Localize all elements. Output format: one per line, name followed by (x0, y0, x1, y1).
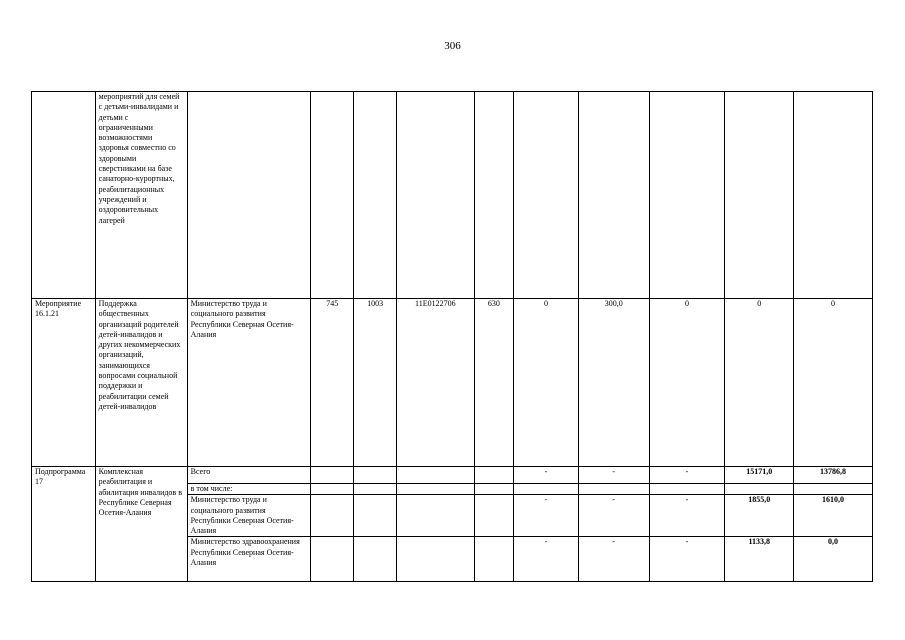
cell-value-4: 0 (725, 299, 794, 467)
cell-empty (396, 484, 474, 495)
cell-rzpr: 1003 (354, 299, 396, 467)
cell-value-2: 300,0 (578, 299, 649, 467)
cell-empty (794, 92, 873, 299)
cell-subprogram-code: Подпрограмма 17 (32, 467, 96, 582)
cell-empty (578, 484, 649, 495)
cell-value-1: 0 (514, 299, 579, 467)
cell-value-3: - (649, 495, 725, 537)
cell-value-5: 0 (794, 299, 873, 467)
cell-vr: 630 (474, 299, 513, 467)
cell-value-4: 15171,0 (725, 467, 794, 484)
cell-event-name: Поддержка общественных организаций родителей детей-инвалидов и других некоммерческих организаций, занимающихся вопросами социальной поддержки и реабилитации семей детей-инвалидов (95, 299, 187, 467)
cell-empty (310, 537, 353, 582)
cell-value-1: - (514, 495, 579, 537)
cell-executor: Всего (187, 467, 310, 484)
cell-executor: Министерство труда и социального развития Республики Северная Осетия-Алания (187, 495, 310, 537)
cell-executor: в том числе: (187, 484, 310, 495)
table-row-subprogram-total (32, 467, 873, 484)
cell-empty (474, 484, 513, 495)
cell-executor: Министерство здравоохранения Республики Северная Осетия-Алания (187, 537, 310, 582)
cell-value-3: 0 (649, 299, 725, 467)
cell-empty (794, 484, 873, 495)
cell-event-name: мероприятий для семей с детьми-инвалидами и детьми с ограниченными возможностями здоровья совместно со здоровыми сверстниками на базе санаторно-курортных, реабилитационных учреждений и оздоровительных лагерей (95, 92, 187, 299)
cell-empty (649, 92, 725, 299)
cell-empty (187, 92, 310, 299)
cell-value-5: 1610,0 (794, 495, 873, 537)
cell-value-1: - (514, 467, 579, 484)
cell-empty (354, 467, 396, 484)
cell-empty (396, 92, 474, 299)
cell-value-4: 1133,8 (725, 537, 794, 582)
cell-value-2: - (578, 467, 649, 484)
cell-empty (354, 92, 396, 299)
cell-code (32, 92, 96, 299)
cell-empty (354, 537, 396, 582)
cell-value-5: 13786,8 (794, 467, 873, 484)
cell-empty (725, 92, 794, 299)
cell-empty (474, 92, 513, 299)
cell-value-4: 1855,0 (725, 495, 794, 537)
cell-empty (396, 537, 474, 582)
cell-value-2: - (578, 537, 649, 582)
cell-value-5: 0,0 (794, 537, 873, 582)
cell-empty (474, 467, 513, 484)
page-number: 306 (444, 40, 461, 52)
cell-event-code: Мероприятие 16.1.21 (32, 299, 96, 467)
cell-value-3: - (649, 537, 725, 582)
cell-empty (396, 495, 474, 537)
cell-empty (310, 467, 353, 484)
budget-table (31, 91, 873, 582)
cell-empty (354, 495, 396, 537)
cell-empty (649, 484, 725, 495)
cell-grbs: 745 (310, 299, 353, 467)
cell-empty (725, 484, 794, 495)
cell-empty (396, 467, 474, 484)
cell-empty (354, 484, 396, 495)
cell-empty (474, 537, 513, 582)
cell-empty (578, 92, 649, 299)
cell-empty (310, 495, 353, 537)
cell-value-3: - (649, 467, 725, 484)
cell-executor: Министерство труда и социального развития Республики Северная Осетия-Алания (187, 299, 310, 467)
cell-value-2: - (578, 495, 649, 537)
table-row-continuation (32, 92, 873, 299)
cell-empty (514, 92, 579, 299)
cell-csr: 11Е0122706 (396, 299, 474, 467)
cell-subprogram-name: Комплексная реабилитация и абилитация инвалидов в Республике Северная Осетия-Алания (95, 467, 187, 582)
cell-empty (474, 495, 513, 537)
cell-empty (514, 484, 579, 495)
cell-empty (310, 484, 353, 495)
cell-value-1: - (514, 537, 579, 582)
cell-empty (310, 92, 353, 299)
table-row-event (32, 299, 873, 467)
